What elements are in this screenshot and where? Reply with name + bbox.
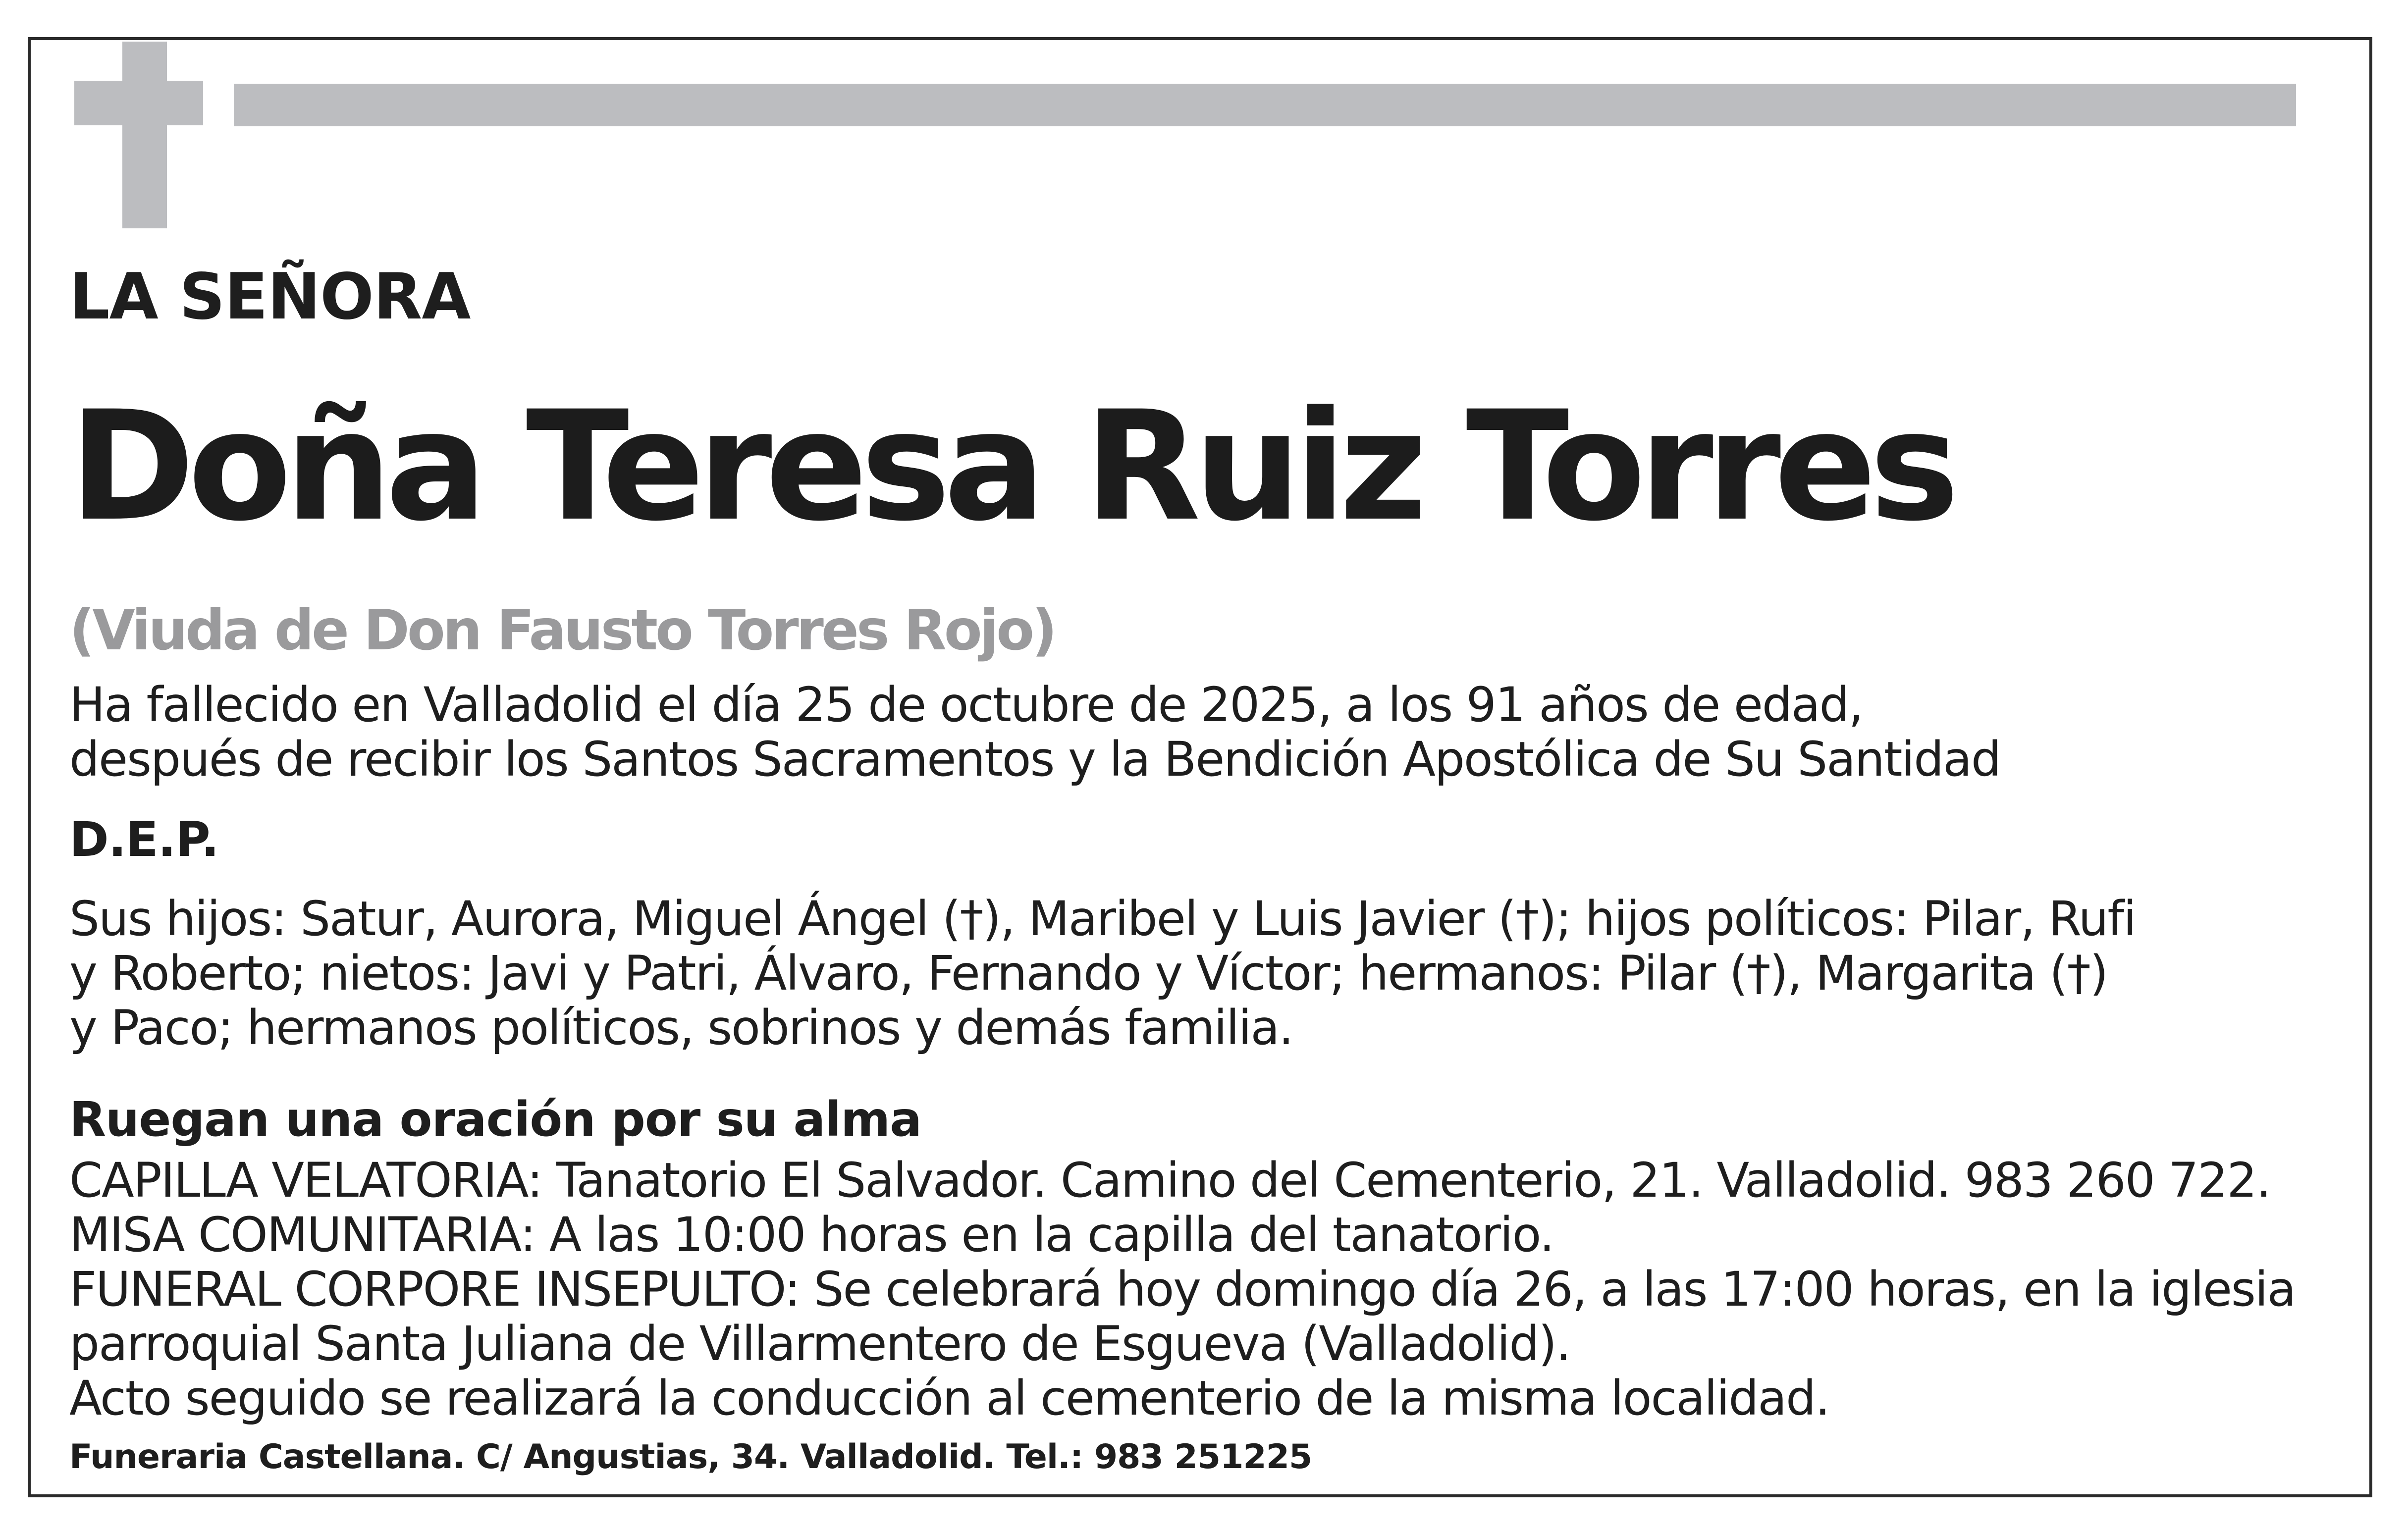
service-line: MISA COMUNITARIA: A las 10:00 horas en la capilla del tanatorio. <box>69 1207 1554 1263</box>
honorific: LA SEÑORA <box>69 260 471 334</box>
family-line: y Roberto; nietos: Javi y Patri, Álvaro, Fernando y Víctor; hermanos: Pilar (†), Margarita (†) <box>69 946 2108 1001</box>
dep-label: D.E.P. <box>69 812 219 867</box>
deceased-name: Doña Teresa Ruiz Torres <box>69 378 1953 554</box>
widow-subtitle: (Viuda de Don Fausto Torres Rojo) <box>69 598 1055 663</box>
family-line: Sus hijos: Satur, Aurora, Miguel Ángel (†), Maribel y Luis Javier (†); hijos políticos: Pilar, Rufi <box>69 891 2136 947</box>
service-line: Acto seguido se realizará la conducción al cementerio de la misma localidad. <box>69 1371 1829 1426</box>
prayer-request: Ruegan una oración por su alma <box>69 1092 921 1147</box>
death-notice-line: después de recibir los Santos Sacramentos y la Bendición Apostólica de Su Santidad <box>69 732 2000 787</box>
family-line: y Paco; hermanos políticos, sobrinos y demás familia. <box>69 1000 1293 1056</box>
service-line: CAPILLA VELATORIA: Tanatorio El Salvador. Camino del Cementerio, 21. Valladolid. 983 260 722. <box>69 1153 2270 1208</box>
service-details <box>69 1153 2295 1425</box>
death-notice-line: Ha fallecido en Valladolid el día 25 de octubre de 2025, a los 91 años de edad, <box>69 677 1863 733</box>
death-notice <box>69 678 2000 787</box>
service-line: FUNERAL CORPORE INSEPULTO: Se celebrará hoy domingo día 26, a las 17:00 horas, en la iglesia <box>69 1262 2296 1317</box>
service-line: parroquial Santa Juliana de Villarmentero de Esgueva (Valladolid). <box>69 1316 1570 1372</box>
family-list <box>69 892 2136 1055</box>
funeral-home-footer: Funeraria Castellana. C/ Angustias, 34. Valladolid. Tel.: 983 251225 <box>69 1437 1312 1477</box>
decorative-bar <box>234 84 2296 126</box>
cross-icon <box>122 42 167 228</box>
cross-icon-arm <box>74 81 203 125</box>
